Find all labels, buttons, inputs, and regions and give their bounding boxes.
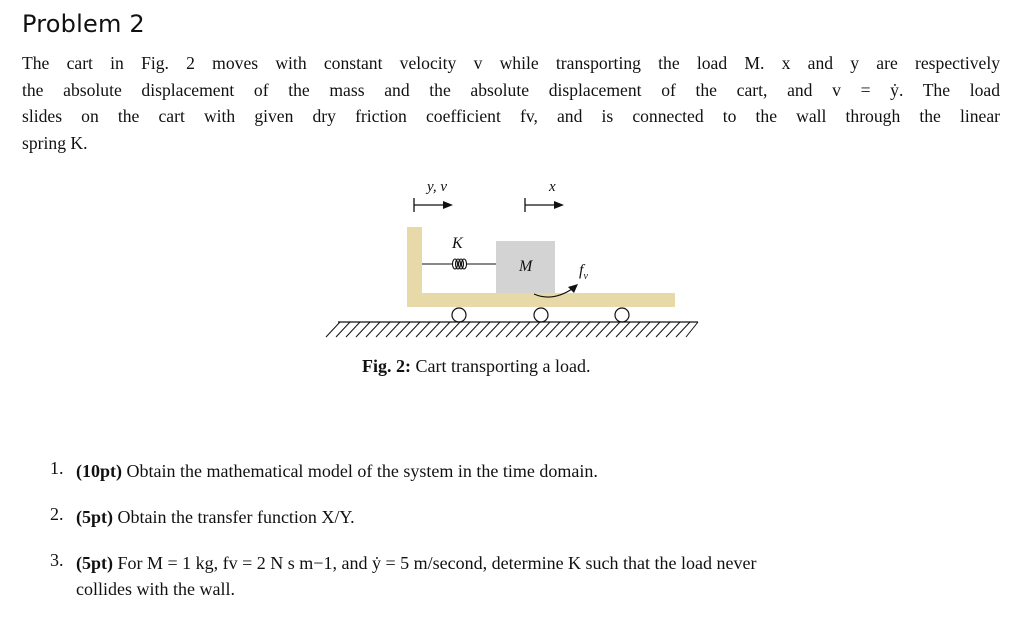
problem-title: Problem 2 (22, 10, 145, 38)
wheel-left (452, 308, 466, 322)
question-2-points: (5pt) (76, 507, 113, 527)
spring (422, 259, 496, 269)
caption-text: Cart transporting a load. (415, 356, 591, 376)
wheel-right (615, 308, 629, 322)
label-fv: $f_v$ (579, 262, 588, 282)
label-M: M (519, 258, 533, 275)
question-3-text-line-2: collides with the wall. (76, 579, 235, 599)
question-2-number: 2. (50, 504, 64, 524)
question-1-text: Obtain the mathematical model of the system in the time domain. (126, 461, 598, 481)
wheel-middle (534, 308, 548, 322)
cart-platform (407, 293, 675, 307)
statement-line-3: slides on the cart with given dry friction coefficient fv, and is connected to the wall through the linear (22, 106, 1000, 126)
question-3-number: 3. (50, 550, 64, 570)
statement-line-2: the absolute displacement of the mass and the absolute displacement of the cart, and v = ẏ. The load (22, 79, 1000, 100)
arrow-y (414, 198, 453, 212)
caption-prefix: Fig. 2: (362, 356, 411, 376)
question-3-points: (5pt) (76, 553, 113, 573)
question-1-points: (10pt) (76, 461, 122, 481)
ground-hatching (326, 322, 698, 337)
arrow-x (525, 198, 564, 212)
question-3-text-line-1: For M = 1 kg, fv = 2 N s m−1, and ẏ = 5 m/second, determine K such that the load never (117, 553, 757, 573)
label-y-v: y, v (427, 179, 447, 195)
label-K: K (452, 235, 463, 252)
question-1-number: 1. (50, 458, 64, 478)
friction-arrowhead (568, 284, 578, 293)
statement-line-4: spring K. (22, 132, 88, 153)
statement-line-1: The cart in Fig. 2 moves with constant velocity v while transporting the load M. x and y are respectively (22, 53, 1000, 73)
question-2-text: Obtain the transfer function X/Y. (117, 507, 355, 527)
label-x: x (549, 179, 556, 195)
figure-caption (362, 356, 590, 377)
